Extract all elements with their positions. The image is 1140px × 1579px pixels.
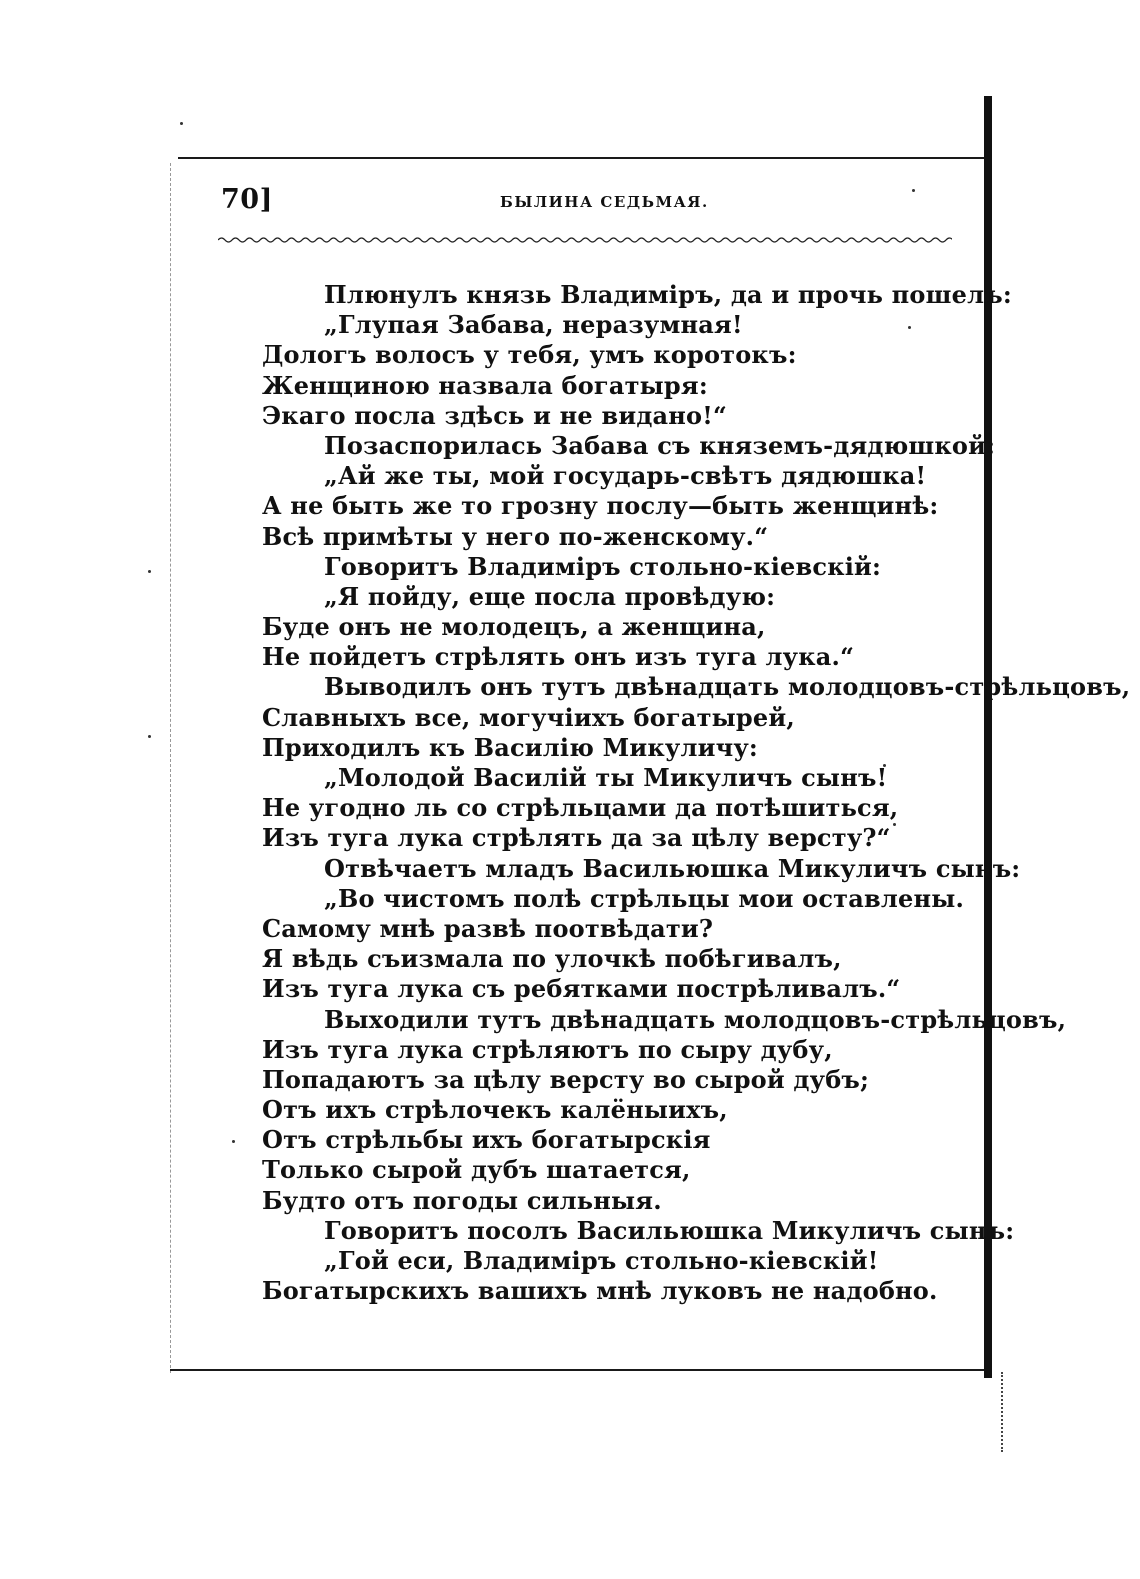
- verse-text: [262, 280, 1131, 1306]
- verse-line: „Ай же ты, мой государь-свѣтъ дядюшка!: [324, 461, 927, 491]
- verse-line: Самому мнѣ развѣ поотвѣдати?: [262, 913, 714, 943]
- verse-line: Выводилъ онъ тутъ двѣнадцать молодцовъ-стрѣльцовъ,: [324, 672, 1131, 702]
- verse-line: Буде онъ не молодецъ, а женщина,: [262, 612, 766, 642]
- ornamental-wavy-rule: [218, 234, 952, 246]
- verse-line: Позаспорилась Забава съ княземъ-дядюшкой:: [324, 430, 996, 460]
- verse-line: Изъ туга лука стрѣлять да за цѣлу версту?“: [262, 823, 891, 853]
- left-frame-edge: [170, 163, 171, 1373]
- verse-line: Плюнулъ князь Владиміръ, да и прочь пошелъ:: [324, 280, 1012, 309]
- page-number: 70]: [221, 184, 273, 215]
- verse-line: „Во чистомъ полѣ стрѣльцы мои оставлены.: [324, 883, 965, 913]
- verse-line: Говоритъ Владиміръ стольно-кіевскій:: [324, 551, 882, 581]
- verse-line: „Гой еси, Владиміръ стольно-кіевскій!: [324, 1246, 879, 1275]
- verse-line: Попадаютъ за цѣлу версту во сырой дубъ;: [262, 1064, 870, 1094]
- verse-line: Изъ туга лука съ ребятками пострѣливалъ.“: [262, 974, 901, 1004]
- verse-line: Не угодно ль со стрѣльцами да потѣшиться,: [262, 793, 899, 823]
- top-frame-rule: [178, 157, 986, 159]
- verse-line: Отъ ихъ стрѣлочекъ калёныихъ,: [262, 1095, 728, 1125]
- spine-edge-dots: [1001, 1372, 1003, 1452]
- verse-line: Славныхъ все, могучіихъ богатырей,: [262, 702, 795, 732]
- verse-line: „Я пойду, еще посла провѣдую:: [324, 581, 776, 611]
- verse-line: „Молодой Василій ты Микуличъ сынъ!: [324, 763, 888, 792]
- verse-line: Всѣ примѣты у него по-женскому.“: [262, 521, 769, 551]
- verse-line: Только сырой дубъ шатается,: [262, 1155, 691, 1185]
- verse-line: Говоритъ посолъ Васильюшка Микуличъ сынъ:: [324, 1215, 1015, 1245]
- verse-line: Не пойдетъ стрѣлять онъ изъ туга лука.“: [262, 642, 855, 672]
- verse-line: Будто отъ погоды сильныя.: [262, 1185, 662, 1215]
- verse-line: Приходилъ къ Василію Микуличу:: [262, 732, 758, 762]
- running-title: БЫЛИНА СЕДЬМАЯ.: [500, 193, 709, 211]
- verse-line: Дологъ волосъ у тебя, умъ коротокъ:: [262, 340, 797, 370]
- verse-line: Выходили тутъ двѣнадцать молодцовъ-стрѣльцовъ,: [324, 1004, 1067, 1034]
- verse-line: А не быть же то грозну послу—быть женщинѣ:: [262, 491, 939, 521]
- verse-line: Отвѣчаетъ младъ Васильюшка Микуличъ сынъ:: [324, 853, 1021, 883]
- verse-line: Изъ туга лука стрѣляютъ по сыру дубу,: [262, 1034, 833, 1064]
- verse-line: Богатырскихъ вашихъ мнѣ луковъ не надобно.: [262, 1276, 938, 1306]
- verse-line: Отъ стрѣльбы ихъ богатырскія: [262, 1125, 711, 1155]
- verse-line: „Глупая Забава, неразумная!: [324, 310, 743, 340]
- bottom-frame-rule: [170, 1369, 986, 1371]
- verse-line: Я вѣдь съизмала по улочкѣ побѣгивалъ,: [262, 944, 842, 974]
- verse-line: Экаго посла здѣсь и не видано!“: [262, 400, 727, 430]
- verse-line: Женщиною назвала богатыря:: [262, 370, 708, 400]
